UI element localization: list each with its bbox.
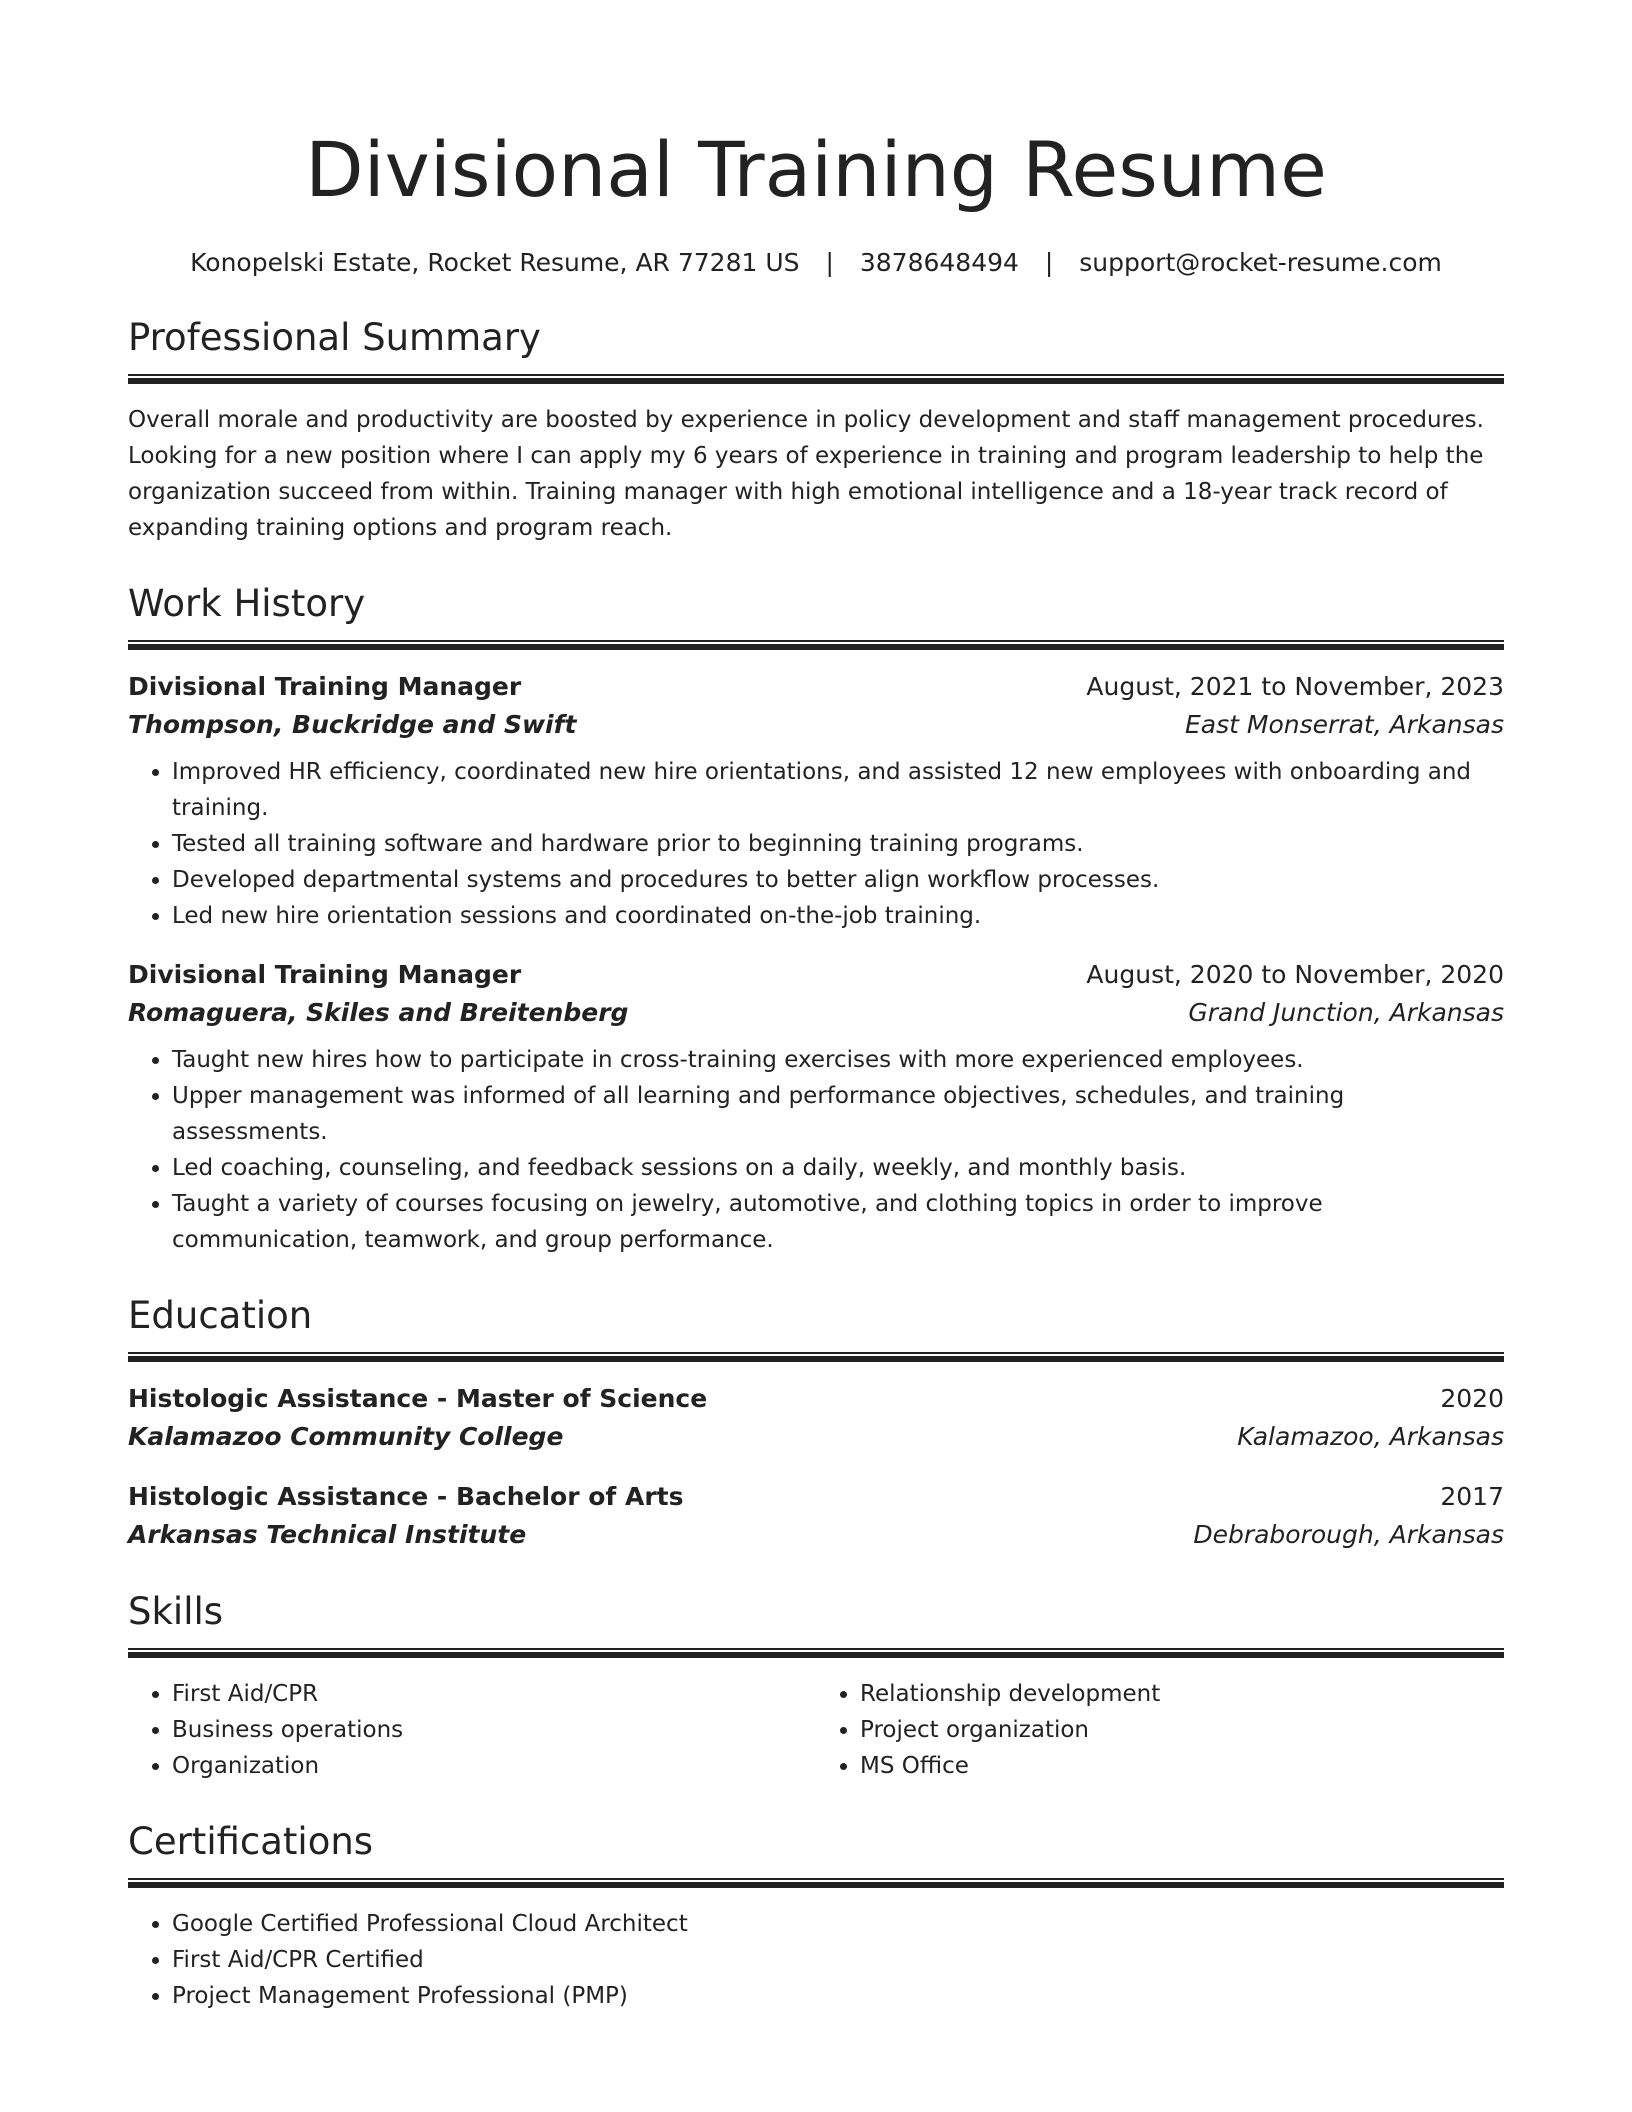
- education-header-row: [128, 1478, 1504, 1516]
- section-divider: [128, 1878, 1504, 1888]
- skills-column-right: [816, 1676, 1504, 1784]
- list-item: • Organization: [172, 1748, 816, 1784]
- job-bullets: [128, 754, 1504, 934]
- section-heading-skills: Skills: [128, 1590, 224, 1633]
- education-school-row: [128, 1516, 1504, 1554]
- work-history-section: [128, 580, 1504, 1258]
- list-item: • Project Management Professional (PMP): [172, 1978, 1504, 2014]
- certifications-section: [128, 1818, 1504, 2014]
- education-school: Arkansas Technical Institute: [128, 1520, 527, 1549]
- job-company: Thompson, Buckridge and Swift: [128, 710, 577, 739]
- education-degree: Histologic Assistance - Bachelor of Arts: [128, 1482, 684, 1511]
- certifications-list: [128, 1906, 1504, 2014]
- skills-grid: [128, 1676, 1504, 1784]
- education-degree: Histologic Assistance - Master of Science: [128, 1384, 708, 1413]
- education-year: 2017: [1440, 1482, 1504, 1511]
- education-header-row: [128, 1380, 1504, 1418]
- section-divider: [128, 374, 1504, 384]
- education-entry: [128, 1380, 1504, 1456]
- summary-section: [128, 314, 1504, 546]
- list-item: • Project organization: [860, 1712, 1504, 1748]
- education-location: Kalamazoo, Arkansas: [1237, 1422, 1504, 1451]
- job-header-row: [128, 668, 1504, 706]
- contact-line: [128, 246, 1504, 280]
- list-item: • Business operations: [172, 1712, 816, 1748]
- job-company: Romaguera, Skiles and Breitenberg: [128, 998, 629, 1027]
- section-heading-summary: Professional Summary: [128, 316, 541, 359]
- list-item: • Taught new hires how to participate in cross-training exercises with more experienced employees.: [172, 1042, 1504, 1078]
- job-location: Grand Junction, Arkansas: [1188, 998, 1504, 1027]
- list-item: • Led coaching, counseling, and feedback sessions on a daily, weekly, and monthly basis.: [172, 1150, 1504, 1186]
- list-item: • MS Office: [860, 1748, 1504, 1784]
- section-divider: [128, 1648, 1504, 1658]
- list-item: • Google Certified Professional Cloud Architect: [172, 1906, 1504, 1942]
- job-dates: August, 2020 to November, 2020: [1086, 960, 1504, 989]
- contact-email: support@rocket-resume.com: [1079, 248, 1442, 277]
- contact-separator: |: [1044, 248, 1054, 277]
- education-school-row: [128, 1418, 1504, 1456]
- job-title: Divisional Training Manager: [128, 672, 522, 701]
- resume-title: Divisional Training Resume: [305, 125, 1327, 214]
- list-item: • First Aid/CPR: [172, 1676, 816, 1712]
- education-location: Debraborough, Arkansas: [1193, 1520, 1504, 1549]
- job-company-row: [128, 706, 1504, 744]
- summary-text: Overall morale and productivity are boosted by experience in policy development and staff management procedures. Looking for a new position where I can apply my 6 years of experience in training and program leadership to help the organization succeed from within. Training manager with high emotional intelligence and a 18-year track record of expanding training options and program reach.: [128, 407, 1484, 541]
- job-bullets: [128, 1042, 1504, 1258]
- section-heading-certifications: Certifications: [128, 1820, 374, 1863]
- education-section: [128, 1292, 1504, 1554]
- skills-section: [128, 1588, 1504, 1784]
- job-title: Divisional Training Manager: [128, 960, 522, 989]
- skills-column-left: [128, 1676, 816, 1784]
- contact-separator: |: [825, 248, 834, 277]
- job-header-row: [128, 956, 1504, 994]
- list-item: • Led new hire orientation sessions and coordinated on-the-job training.: [172, 898, 1504, 934]
- contact-phone: 3878648494: [859, 248, 1019, 277]
- list-item: • Improved HR efficiency, coordinated new hire orientations, and assisted 12 new employees with onboarding and training.: [172, 754, 1504, 826]
- contact-address: Konopelski Estate, Rocket Resume, AR 77281 US: [190, 248, 800, 277]
- education-year: 2020: [1440, 1384, 1504, 1413]
- job-company-row: [128, 994, 1504, 1032]
- job-entry: [128, 668, 1504, 934]
- list-item: • Tested all training software and hardware prior to beginning training programs.: [172, 826, 1504, 862]
- section-divider: [128, 640, 1504, 650]
- list-item: • Developed departmental systems and procedures to better align workflow processes.: [172, 862, 1504, 898]
- list-item: • First Aid/CPR Certified: [172, 1942, 1504, 1978]
- job-dates: August, 2021 to November, 2023: [1086, 672, 1504, 701]
- list-item: • Relationship development: [860, 1676, 1504, 1712]
- job-location: East Monserrat, Arkansas: [1185, 710, 1504, 739]
- education-school: Kalamazoo Community College: [128, 1422, 564, 1451]
- section-heading-education: Education: [128, 1294, 313, 1337]
- education-entry: [128, 1478, 1504, 1554]
- list-item: • Taught a variety of courses focusing on jewelry, automotive, and clothing topics in order to improve communication, teamwork, and group performance.: [172, 1186, 1504, 1258]
- section-divider: [128, 1352, 1504, 1362]
- section-heading-work: Work History: [128, 582, 366, 625]
- job-entry: [128, 956, 1504, 1258]
- list-item: • Upper management was informed of all learning and performance objectives, schedules, and training assessments.: [172, 1078, 1504, 1150]
